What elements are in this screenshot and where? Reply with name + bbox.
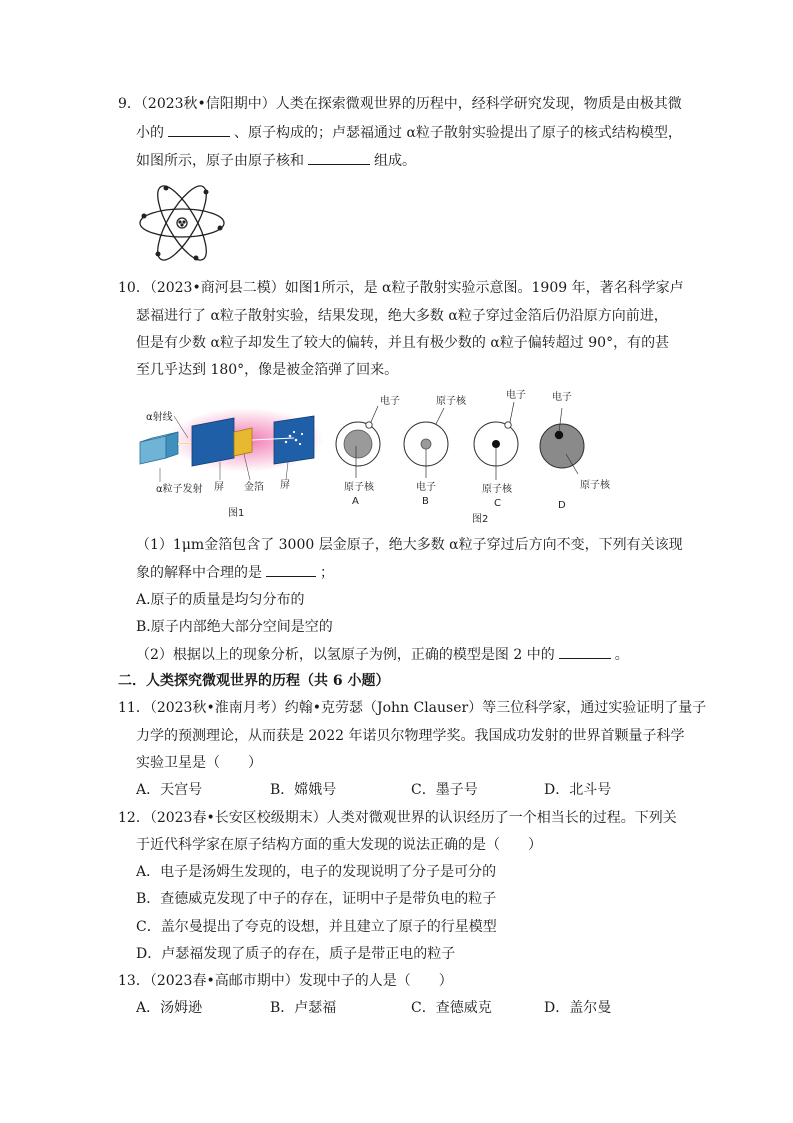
model-C-letter: C — [494, 498, 501, 509]
label-foil: 金箔 — [244, 482, 264, 493]
label-alpha-ray: α射线 — [146, 412, 173, 423]
q10-blank-1[interactable] — [266, 562, 316, 577]
q13-line1: 13．（2023春•高邮市期中）发现中子的人是（ ） — [118, 973, 453, 989]
q13-option-c[interactable]: C．查德威克 — [411, 1000, 492, 1016]
q9-blank-1[interactable] — [168, 122, 230, 137]
q11-option-a[interactable]: A．天宫号 — [136, 782, 203, 798]
model-C-top-label: 电子 — [506, 390, 526, 401]
q10-line2: 瑟福进行了 α粒子散射实验，结果发现，绝大多数 α粒子穿过金箔后仍沿原方向前进， — [136, 308, 668, 324]
model-D-top-label: 电子 — [552, 392, 572, 403]
model-B-top-label: 原子核 — [436, 396, 466, 407]
q10-line1: 10．（2023•商河县二模）如图1所示，是 α粒子散射实验示意图。1909 年，著名科学家卢 — [118, 280, 684, 296]
q10-sub1-line1: （1）1μm金箔包含了 3000 层金原子，绝大多数 α粒子穿过后方向不变，下列有关该现 — [136, 537, 683, 553]
figure-1-caption: 图1 — [228, 508, 245, 519]
q12-line1: 12．（2023春•长安区校级期末）人类对微观世界的认识经历了一个相当长的过程。下列关 — [118, 810, 677, 826]
q9-line3 — [136, 150, 416, 171]
q10-sub1-line2 — [136, 562, 334, 583]
model-A-bottom-label: 原子核 — [344, 482, 374, 493]
q10-option-b: B.原子内部绝大部分空间是空的 — [136, 619, 333, 635]
q9-line2-start: 小的 — [136, 125, 164, 141]
q10-option-a: A.原子的质量是均匀分布的 — [136, 592, 305, 608]
q10-sub2-end: 。 — [614, 647, 629, 663]
q10-line3: 但是有少数 α粒子却发生了较大的偏转，并且有极少数的 α粒子偏转超过 90°，有的甚 — [136, 335, 670, 351]
model-B — [404, 394, 467, 507]
model-D-bottom-label: 原子核 — [580, 480, 610, 491]
q13-option-a[interactable]: A．汤姆逊 — [136, 1000, 203, 1016]
q9-blank-2[interactable] — [308, 150, 370, 165]
q12-option-c[interactable]: C．盖尔曼提出了夸克的设想，并且建立了原子的行星模型 — [136, 919, 497, 935]
model-A-letter: A — [352, 496, 359, 507]
model-B-letter: B — [422, 496, 429, 507]
model-D — [540, 390, 611, 511]
q10-sub1-line2-start: 象的解释中合理的是 — [136, 565, 262, 581]
model-D-letter: D — [558, 500, 566, 511]
q11-option-c[interactable]: C．墨子号 — [411, 782, 478, 798]
model-A — [336, 394, 400, 507]
figure-1-apparatus — [136, 396, 326, 522]
q12-line2: 于近代科学家在原子结构方面的重大发现的说法正确的是（ ） — [136, 837, 542, 853]
atom-model-figure — [136, 176, 228, 270]
model-A-top-label: 电子 — [380, 396, 400, 407]
q11-option-b[interactable]: B．嫦娥号 — [270, 782, 337, 798]
q9-line1: 9．（2023秋•信阳期中）人类在探索微观世界的历程中，经科学研究发现，物质是由极其微 — [118, 96, 682, 112]
q13-option-b[interactable]: B．卢瑟福 — [270, 1000, 337, 1016]
q10-line4: 至几乎达到 180°，像是被金箔弹了回来。 — [136, 362, 399, 378]
label-emitter: α粒子发射 — [156, 484, 203, 495]
q11-line3: 实验卫星是（ ） — [136, 755, 262, 771]
figure-2-caption: 图2 — [472, 514, 489, 525]
model-B-bottom-label: 电子 — [416, 482, 436, 493]
q11-option-d[interactable]: D．北斗号 — [544, 782, 612, 798]
q10-sub1-line2-end: ； — [320, 565, 334, 581]
q10-sub2-start: （2）根据以上的现象分析，以氢原子为例，正确的模型是图 2 中的 — [136, 647, 555, 663]
q12-option-d[interactable]: D．卢瑟福发现了质子的存在，质子是带正电的粒子 — [136, 946, 456, 962]
q12-option-a[interactable]: A．电子是汤姆生发现的，电子的发现说明了分子是可分的 — [136, 864, 497, 880]
q10-sub2 — [136, 644, 629, 665]
q11-line1: 11．（2023秋•淮南月考）约翰•克劳瑟（John Clauser）等三位科学家，通过实验证明了量子 — [118, 700, 707, 716]
q9-line2 — [136, 122, 682, 143]
q9-line2-end: 、原子构成的；卢瑟福通过 α粒子散射实验提出了原子的核式结构模型， — [234, 125, 682, 141]
q11-line2: 力学的预测理论，从而获是 2022 年诺贝尔物理学奖。我国成功发射的世界首颗量子科学 — [136, 728, 685, 744]
model-C-bottom-label: 原子核 — [482, 484, 512, 495]
q12-option-b[interactable]: B．查德威克发现了中子的存在，证明中子是带负电的粒子 — [136, 891, 497, 907]
q9-line3-end: 组成。 — [374, 153, 416, 169]
q13-option-d[interactable]: D．盖尔曼 — [544, 1000, 612, 1016]
figure-2-atom-models — [326, 382, 626, 526]
label-screen-1: 屏 — [214, 482, 224, 493]
model-C — [474, 388, 526, 509]
label-screen-2: 屏 — [280, 480, 290, 491]
q10-blank-2[interactable] — [559, 644, 611, 659]
section-2-heading: 二．人类探究微观世界的历程（共 6 小题） — [118, 673, 390, 689]
q9-line3-start: 如图所示，原子由原子核和 — [136, 153, 304, 169]
